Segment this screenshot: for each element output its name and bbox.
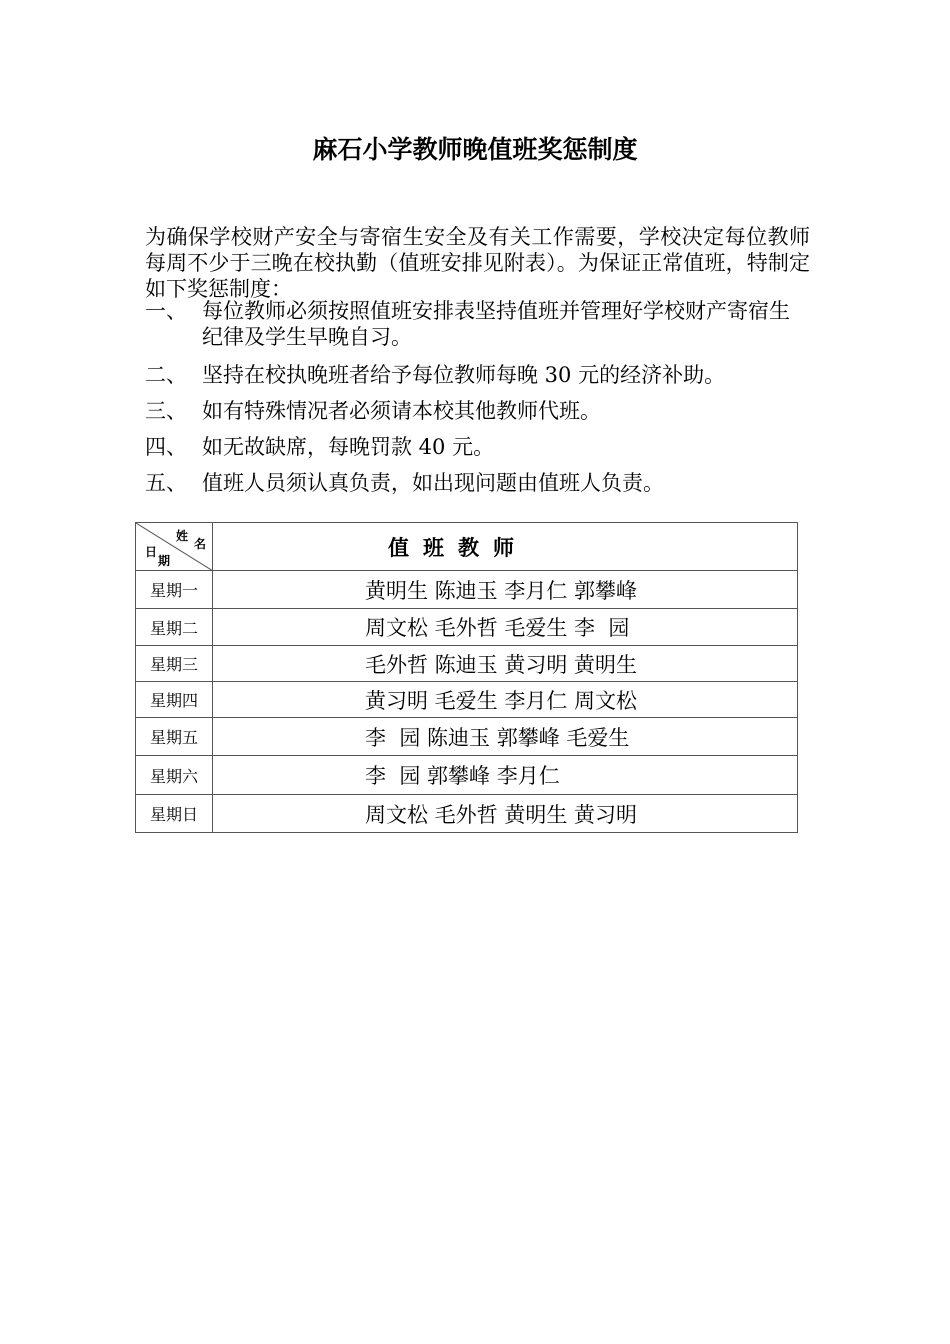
rule-item <box>145 434 810 460</box>
duty-schedule-table <box>135 522 798 833</box>
day-cell: 星期一 <box>136 571 213 609</box>
teachers-cell: 黄明生 陈迪玉 李月仁 郭攀峰 <box>213 571 798 609</box>
table-row <box>136 795 798 833</box>
table-row <box>136 756 798 795</box>
rule-number: 二、 <box>145 363 187 387</box>
teachers-cell: 李 园 陈迪玉 郭攀峰 毛爱生 <box>213 718 798 756</box>
teachers-cell: 黄习明 毛爱生 李月仁 周文松 <box>213 682 798 718</box>
rule-text: 每位教师必须按照值班安排表坚持值班并管理好学校财产寄宿生纪律及学生早晚自习。 <box>202 299 790 349</box>
rule-number: 三、 <box>145 399 187 423</box>
corner-label-date-a: 日 <box>145 545 158 559</box>
rule-text: 值班人员须认真负责，如出现问题由值班人负责。 <box>202 471 664 495</box>
intro-paragraph: 为确保学校财产安全与寄宿生安全及有关工作需要，学校决定每位教师每周不少于三晚在校执勤（值班安排见附表）。为保证正常值班，特制定如下奖惩制度： <box>145 225 810 301</box>
table-row <box>136 571 798 609</box>
teachers-cell: 周文松 毛外哲 毛爱生 李 园 <box>213 609 798 646</box>
rule-number: 一、 <box>145 299 187 323</box>
day-cell: 星期日 <box>136 795 213 833</box>
diagonal-header-cell <box>136 523 213 571</box>
table-header-row <box>136 523 798 571</box>
day-cell: 星期四 <box>136 682 213 718</box>
table-row <box>136 609 798 646</box>
rules-list <box>145 298 810 506</box>
rule-item <box>145 470 810 496</box>
rule-item <box>145 398 810 424</box>
teachers-cell: 周文松 毛外哲 黄明生 黄习明 <box>213 795 798 833</box>
teachers-cell: 李 园 郭攀峰 李月仁 <box>213 756 798 795</box>
rule-text: 如有特殊情况者必须请本校其他教师代班。 <box>202 399 601 423</box>
rule-number: 五、 <box>145 471 187 495</box>
table-row <box>136 718 798 756</box>
day-cell: 星期六 <box>136 756 213 795</box>
rule-item <box>145 362 810 388</box>
corner-label-date-b: 期 <box>158 554 171 568</box>
table-row <box>136 682 798 718</box>
table-row <box>136 646 798 682</box>
teachers-cell: 毛外哲 陈迪玉 黄习明 黄明生 <box>213 646 798 682</box>
duty-teachers-header: 值班教师 <box>213 523 798 571</box>
rule-text: 如无故缺席，每晚罚款 40 元。 <box>202 435 495 459</box>
corner-label-name-a: 姓 <box>176 529 189 543</box>
day-cell: 星期三 <box>136 646 213 682</box>
day-cell: 星期五 <box>136 718 213 756</box>
document-title: 麻石小学教师晚值班奖惩制度 <box>312 135 638 164</box>
rule-number: 四、 <box>145 435 187 459</box>
day-cell: 星期二 <box>136 609 213 646</box>
rule-item <box>145 298 810 350</box>
rule-text: 坚持在校执晚班者给予每位教师每晚 30 元的经济补助。 <box>202 363 726 387</box>
corner-label-name-b: 名 <box>194 537 207 551</box>
